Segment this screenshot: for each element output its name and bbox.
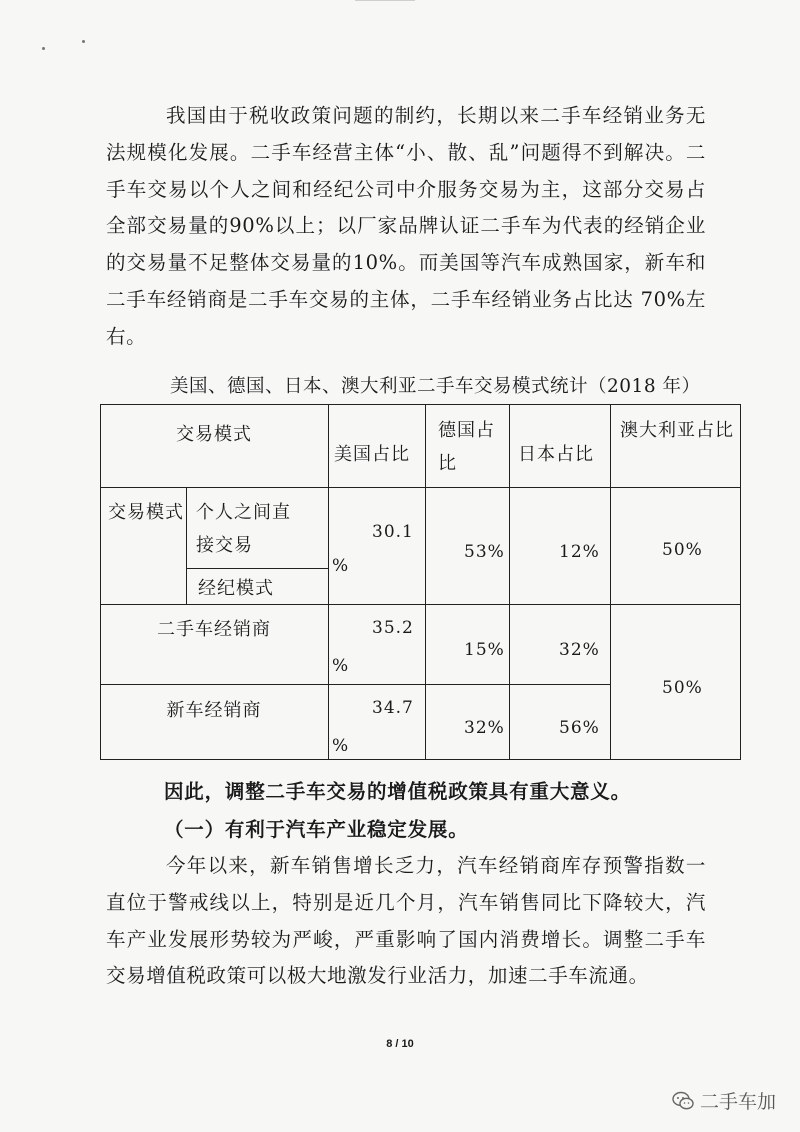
- row-label-broker: 经纪模式: [198, 578, 274, 599]
- paragraph-industry-stability: 今年以来，新车销售增长乏力，汽车经销商库存预警指数一直位于警戒线以上，特别是近几个月，汽车销售同比下降较大，汽车产业发展形势较为严峻，严重影响了国内消费增长。调整二手车交易增值税政策可以极大地激发行业活力，加速二手车流通。: [106, 854, 706, 988]
- row-label-individual: 个人之间直接交易: [196, 502, 291, 556]
- group-label-trade-mode: 交易模式: [108, 502, 184, 523]
- table-rule: [740, 404, 741, 760]
- table-rule: [100, 759, 741, 760]
- table-caption: 美国、德国、日本、澳大利亚二手车交易模式统计（2018 年）: [170, 376, 701, 397]
- scan-speck: [82, 40, 85, 43]
- section-heading-industry: （一）有利于汽车产业稳定发展。: [164, 818, 469, 841]
- header-de-share: 德国占比: [438, 420, 495, 474]
- brand-name: 二手车加: [700, 1091, 777, 1113]
- wechat-icon: [672, 1091, 694, 1111]
- table-rule: [186, 487, 187, 605]
- table-rule: [610, 404, 611, 760]
- de-share-new-dealer: 32%: [464, 718, 505, 738]
- jp-share-individual: 12%: [559, 542, 600, 562]
- header-trade-mode: 交易模式: [176, 424, 252, 445]
- us-share-new-dealer: 34.7: [372, 698, 414, 718]
- de-share-individual: 53%: [464, 542, 505, 562]
- table-rule: [425, 404, 426, 760]
- us-share-individual: 30.1: [372, 522, 414, 542]
- header-jp-share: 日本占比: [518, 444, 594, 465]
- table-rule: [509, 404, 510, 760]
- header-us-share: 美国占比: [334, 444, 410, 465]
- row-label-new-dealer: 新车经销商: [166, 700, 262, 721]
- table-rule: [186, 568, 328, 569]
- watermark-brand: [672, 1087, 776, 1114]
- au-share-dealers: 50%: [662, 678, 703, 698]
- paragraph-dealer-development: 我国由于税收政策问题的制约，长期以来二手车经销业务无法规模化发展。二手车经营主体“小、散、乱”问题得不到解决。二手车交易以个人之间和经纪公司中介服务交易为主，这部分交易占全部交易量的90%以上；以厂家品牌认证二手车为代表的经销企业的交易量不足整体交易量的10%。而美国等汽车成熟国家，新车和二手车经销商是二手车交易的主体，二手车经销业务占比达 70%左右。: [106, 104, 706, 348]
- page-number: 8 / 10: [386, 1038, 414, 1050]
- au-share-individual: 50%: [662, 540, 703, 560]
- table-rule: [100, 487, 741, 488]
- table-rule: [328, 404, 329, 760]
- us-share-unit: %: [332, 556, 350, 576]
- us-share-used-dealer: 35.2: [372, 618, 414, 638]
- scan-edge-line: [355, 0, 415, 1]
- scan-speck: [42, 47, 45, 50]
- table-rule: [100, 684, 610, 685]
- de-share-used-dealer: 15%: [464, 640, 505, 660]
- us-share-unit: %: [332, 736, 350, 756]
- header-au-share: 澳大利亚占比: [620, 420, 734, 441]
- table-rule: [100, 604, 741, 605]
- row-label-used-dealer: 二手车经销商: [157, 619, 271, 640]
- us-share-unit: %: [332, 656, 350, 676]
- jp-share-new-dealer: 56%: [559, 718, 600, 738]
- table-rule: [100, 404, 741, 405]
- trade-mode-table: [100, 404, 741, 760]
- jp-share-used-dealer: 32%: [559, 640, 600, 660]
- conclusion-heading: 因此，调整二手车交易的增值税政策具有重大意义。: [164, 780, 631, 803]
